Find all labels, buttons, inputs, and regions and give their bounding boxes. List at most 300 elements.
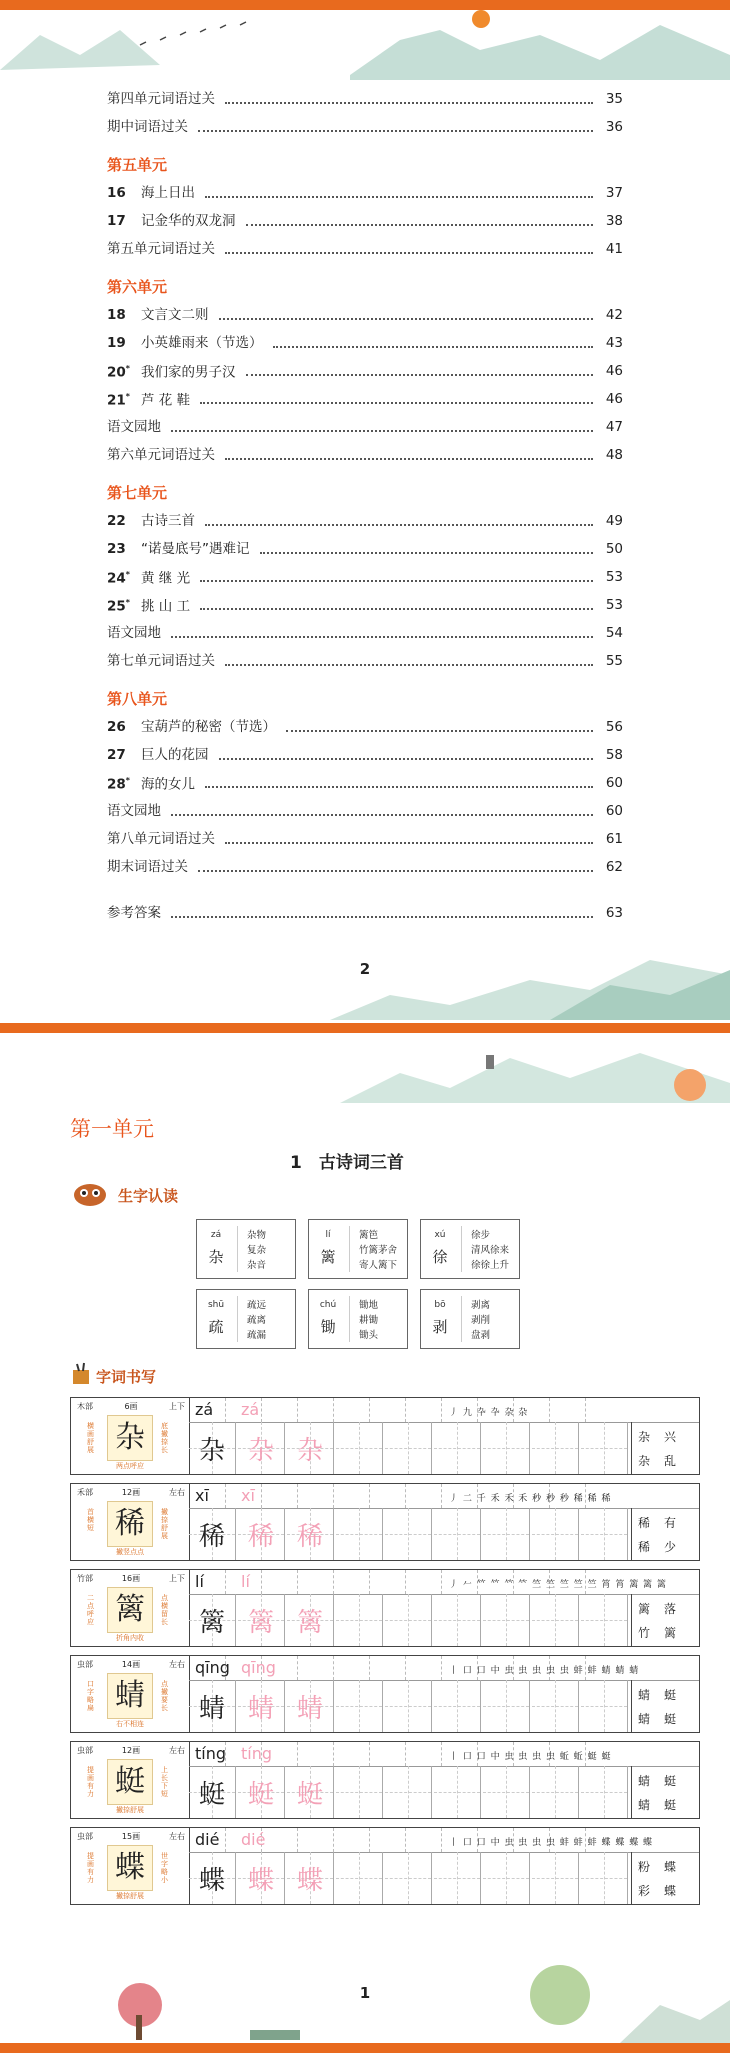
toc-optional-mark: * — [125, 392, 130, 402]
toc-page-number: 58 — [605, 747, 623, 763]
toc-leader-dots — [225, 252, 593, 254]
example-word: 清风徐来 — [471, 1245, 510, 1256]
toc-page-number: 42 — [605, 307, 623, 323]
example-word: 锄地 — [359, 1300, 379, 1311]
grid-trace-character: 蜻 — [247, 1694, 274, 1724]
toc-title: 期末词语过关 — [107, 859, 188, 875]
writing-tip-left: 提画有力 — [87, 1852, 94, 1884]
toc-lesson-number: 21* — [107, 392, 130, 409]
toc-entry[interactable] — [107, 116, 623, 138]
writing-cell[interactable] — [238, 1594, 285, 1646]
grid-trace-character: 蜻 — [296, 1694, 323, 1724]
bottom-orange-bar — [0, 2043, 730, 2053]
word-practice — [631, 1852, 700, 1904]
writing-cell[interactable] — [434, 1508, 481, 1560]
grid-character: 蝶 — [198, 1866, 225, 1896]
structure: 左右 — [169, 1832, 185, 1841]
toc-page-number: 35 — [605, 91, 623, 107]
toc-page-number: 43 — [605, 335, 623, 351]
writing-tip-bottom: 撇捺舒展 — [116, 1892, 144, 1900]
toc-leader-dots — [225, 102, 593, 104]
toc-page-number: 36 — [605, 119, 623, 135]
word-char: 篱 — [664, 1626, 677, 1640]
pinyin: zá — [210, 1230, 222, 1240]
toc-lesson-number: 22 — [107, 513, 126, 529]
example-word: 竹篱茅舍 — [359, 1245, 398, 1256]
card-divider — [237, 1226, 238, 1272]
example-words — [359, 1228, 397, 1273]
writing-cell[interactable] — [287, 1422, 334, 1474]
toc-page-number: 53 — [605, 569, 623, 585]
word-char: 落 — [664, 1602, 677, 1616]
pinyin-trace: lí — [241, 1572, 250, 1591]
toc-entry[interactable] — [107, 332, 623, 354]
writing-cell[interactable] — [336, 1680, 383, 1732]
toc-title: 芦 花 鞋 — [141, 392, 191, 409]
writing-tip-bottom: 右不相连 — [116, 1720, 144, 1728]
writing-tip-right: 世字略小 — [161, 1852, 168, 1884]
toc-leader-dots — [219, 758, 594, 760]
toc-page-number: 41 — [605, 241, 623, 257]
toc-lesson-number: 16 — [107, 185, 126, 201]
example-word: 复杂 — [247, 1245, 267, 1256]
structure: 左右 — [169, 1746, 185, 1755]
word-char: 蝶 — [664, 1860, 677, 1874]
page-number: 2 — [359, 960, 371, 978]
example-words — [471, 1298, 490, 1343]
writing-cell[interactable] — [532, 1508, 579, 1560]
toc-lesson-number: 26 — [107, 719, 126, 735]
writing-cell[interactable] — [189, 1508, 236, 1560]
radical: 虫部 — [77, 1660, 93, 1669]
toc-page-number: 60 — [605, 775, 623, 791]
toc-title: 语文园地 — [107, 625, 161, 641]
stroke-order: 丨 口 口 中 虫 虫 虫 虫 蚌 蚌 蚌 蝶 蝶 蝶 蝶 — [449, 1838, 654, 1848]
unit-heading: 第五单元 — [107, 156, 168, 174]
lesson-title: 1 古诗词三首 — [290, 1153, 404, 1173]
word-char: 杂 — [638, 1454, 651, 1468]
grid-trace-character: 蝶 — [247, 1866, 274, 1896]
writing-row — [70, 1741, 700, 1819]
word-char: 竹 — [638, 1626, 651, 1640]
toc-page-number: 50 — [605, 541, 623, 557]
writing-cell[interactable] — [238, 1852, 285, 1904]
toc-entry[interactable] — [107, 566, 623, 588]
toc-title: 挑 山 工 — [141, 598, 191, 615]
toc-page-number: 49 — [605, 513, 623, 529]
word-char: 稀 — [638, 1540, 651, 1554]
stroke-order: 丿 二 千 禾 禾 禾 秒 秒 秒 稀 稀 稀 — [449, 1494, 612, 1504]
stroke-order: 丨 口 口 中 虫 虫 虫 虫 虫 蚌 蚌 蜻 蜻 蜻 — [449, 1666, 640, 1676]
section-heading-writing: 字词书写 — [96, 1368, 157, 1386]
writing-cell[interactable] — [238, 1680, 285, 1732]
example-word: 剥削 — [471, 1315, 491, 1326]
toc-lesson-number: 18 — [107, 307, 126, 323]
toc-entry[interactable] — [107, 772, 623, 794]
stroke-order: 丿 九 卆 卆 杂 杂 — [449, 1408, 529, 1418]
example-word: 锄头 — [359, 1330, 379, 1341]
character-card — [196, 1289, 296, 1349]
toc-entry[interactable] — [107, 238, 623, 260]
writing-cell[interactable] — [238, 1422, 285, 1474]
writing-cell[interactable] — [581, 1680, 628, 1732]
card-divider — [461, 1296, 462, 1342]
toc-leader-dots — [198, 870, 593, 872]
toc-entry[interactable] — [107, 210, 623, 232]
unit-heading: 第八单元 — [107, 690, 168, 708]
writing-cell[interactable] — [238, 1508, 285, 1560]
toc-leader-dots — [273, 346, 594, 348]
writing-cell[interactable] — [483, 1594, 530, 1646]
radical: 虫部 — [77, 1832, 93, 1841]
writing-tip-left: 提画有力 — [87, 1766, 94, 1798]
writing-tip-bottom: 撇捺舒展 — [116, 1806, 144, 1814]
example-word: 杂物 — [247, 1230, 267, 1241]
page-number: 1 — [359, 1984, 371, 2002]
stroke-count: 12画 — [121, 1746, 141, 1755]
writing-tip-right: 上长下短 — [161, 1766, 168, 1798]
example-word: 徐步 — [471, 1230, 491, 1241]
toc-title: 语文园地 — [107, 419, 161, 435]
writing-cell[interactable] — [581, 1852, 628, 1904]
writing-cell[interactable] — [434, 1766, 481, 1818]
hanzi: 篱 — [320, 1248, 336, 1266]
toc-lesson-number: 19 — [107, 335, 126, 351]
stroke-count: 16画 — [121, 1574, 141, 1583]
toc-entry[interactable] — [107, 856, 623, 878]
writing-cell[interactable] — [385, 1508, 432, 1560]
writing-cell[interactable] — [189, 1766, 236, 1818]
radical: 木部 — [77, 1402, 93, 1411]
toc-leader-dots — [260, 552, 594, 554]
toc-entry[interactable] — [107, 744, 623, 766]
word-practice — [631, 1422, 700, 1474]
writing-tip-left: 口字略扁 — [87, 1680, 94, 1712]
footer-illustration — [0, 1965, 730, 2043]
toc-page-number: 55 — [605, 653, 623, 669]
character-meta — [77, 1487, 185, 1498]
pinyin-row — [189, 1484, 699, 1509]
toc-page-number: 56 — [605, 719, 623, 735]
writing-cell[interactable] — [336, 1766, 383, 1818]
grid-character: 稀 — [198, 1522, 225, 1552]
character-meta — [77, 1659, 185, 1670]
writing-tip-left: 二点呼应 — [87, 1594, 94, 1626]
card-divider — [461, 1226, 462, 1272]
toc-page-number: 62 — [605, 859, 623, 875]
writing-cell[interactable] — [483, 1422, 530, 1474]
writing-cell[interactable] — [336, 1508, 383, 1560]
pagoda-mountain-illustration — [340, 1033, 730, 1103]
example-word: 篱笆 — [359, 1230, 379, 1241]
toc-optional-mark: * — [125, 598, 130, 608]
toc-lesson-number: 24* — [107, 570, 130, 587]
toc-entry[interactable] — [107, 360, 623, 382]
character-info — [71, 1398, 190, 1474]
toc-title: 记金华的双龙洞 — [141, 213, 236, 229]
toc-leader-dots — [219, 318, 594, 320]
writing-cell[interactable] — [287, 1680, 334, 1732]
radical: 虫部 — [77, 1746, 93, 1755]
writing-cell[interactable] — [189, 1852, 236, 1904]
stroke-count: 15画 — [121, 1832, 141, 1841]
example-word: 疏离 — [247, 1315, 267, 1326]
pinyin-row — [189, 1398, 699, 1423]
word-char: 杂 — [638, 1430, 651, 1444]
grid-character: 蜓 — [198, 1780, 225, 1810]
stroke-count: 6画 — [124, 1402, 138, 1411]
pinyin: tíng — [195, 1744, 227, 1763]
toc-entry[interactable] — [107, 416, 623, 438]
toc-title: 参考答案 — [107, 905, 161, 921]
toc-title: 海的女儿 — [141, 776, 195, 793]
writing-cell[interactable] — [434, 1852, 481, 1904]
toc-entry[interactable] — [107, 88, 623, 110]
writing-cell[interactable] — [336, 1852, 383, 1904]
character-card — [308, 1219, 408, 1279]
toc-leader-dots — [205, 524, 593, 526]
toc-entry[interactable] — [107, 538, 623, 560]
writing-cell[interactable] — [189, 1680, 236, 1732]
word-char: 少 — [664, 1540, 677, 1554]
writing-cell[interactable] — [385, 1422, 432, 1474]
word-practice — [631, 1508, 700, 1560]
word-char: 蜻 — [638, 1774, 651, 1788]
toc-title: 宝葫芦的秘密（节选） — [141, 719, 276, 735]
stroke-count: 14画 — [121, 1660, 141, 1669]
word-char: 稀 — [638, 1516, 651, 1530]
writing-tip-right: 撇捺舒展 — [161, 1508, 168, 1540]
word-char: 篱 — [638, 1602, 651, 1616]
toc-leader-dots — [171, 636, 593, 638]
writing-cell[interactable] — [434, 1594, 481, 1646]
character-info — [71, 1828, 190, 1904]
writing-row — [70, 1397, 700, 1475]
writing-cell[interactable] — [483, 1680, 530, 1732]
character-card — [420, 1289, 520, 1349]
toc-entry[interactable] — [107, 594, 623, 616]
toc-leader-dots — [200, 580, 593, 582]
pinyin: lí — [325, 1230, 331, 1240]
grid-trace-character: 蜓 — [296, 1780, 323, 1810]
word-char: 蜻 — [638, 1712, 651, 1726]
writing-cell[interactable] — [581, 1422, 628, 1474]
writing-cell[interactable] — [434, 1422, 481, 1474]
word-char: 有 — [664, 1516, 677, 1530]
toc-leader-dots — [225, 458, 593, 460]
writing-tip-left: 首横短 — [87, 1508, 94, 1532]
character-info — [71, 1656, 190, 1732]
toc-lesson-number: 20* — [107, 364, 130, 381]
toc-title: 古诗三首 — [141, 513, 195, 529]
example-words — [247, 1228, 266, 1273]
writing-tip-right: 点撇要长 — [161, 1680, 168, 1712]
writing-cell[interactable] — [483, 1508, 530, 1560]
writing-cell[interactable] — [532, 1594, 579, 1646]
writing-tip-bottom: 撇竖点点 — [116, 1548, 144, 1556]
word-char: 兴 — [664, 1430, 677, 1444]
writing-cell[interactable] — [189, 1594, 236, 1646]
model-character: 杂 — [107, 1415, 153, 1461]
toc-page-number: 47 — [605, 419, 623, 435]
unit-title: 第一单元 — [70, 1117, 154, 1141]
toc-title: 语文园地 — [107, 803, 161, 819]
writing-cell[interactable] — [336, 1594, 383, 1646]
pinyin-trace: tíng — [241, 1744, 273, 1763]
writing-cell[interactable] — [385, 1594, 432, 1646]
toc-title: 黄 继 光 — [141, 570, 191, 587]
toc-page-number: 61 — [605, 831, 623, 847]
toc-optional-mark: * — [125, 364, 130, 374]
radical: 竹部 — [77, 1574, 93, 1583]
toc-entry[interactable] — [107, 388, 623, 410]
writing-cell[interactable] — [434, 1680, 481, 1732]
toc-title: 海上日出 — [141, 185, 195, 201]
pinyin-trace: xī — [241, 1486, 255, 1505]
writing-cell[interactable] — [532, 1422, 579, 1474]
writing-cell[interactable] — [581, 1594, 628, 1646]
toc-entry[interactable] — [107, 182, 623, 204]
word-char: 蜓 — [664, 1774, 677, 1788]
hanzi: 杂 — [208, 1248, 224, 1266]
writing-row — [70, 1827, 700, 1905]
writing-cell[interactable] — [287, 1594, 334, 1646]
writing-cell[interactable] — [532, 1852, 579, 1904]
example-word: 耕锄 — [359, 1315, 379, 1326]
card-divider — [237, 1296, 238, 1342]
writing-tip-bottom: 折角内收 — [116, 1634, 144, 1642]
word-practice — [631, 1680, 700, 1732]
writing-cell[interactable] — [189, 1422, 236, 1474]
writing-cell[interactable] — [385, 1680, 432, 1732]
toc-title: 第八单元词语过关 — [107, 831, 215, 847]
model-character: 蝶 — [107, 1845, 153, 1891]
stroke-order: 丨 口 口 中 虫 虫 虫 虫 蚯 蚯 蜓 蜓 — [449, 1752, 612, 1762]
toc-leader-dots — [225, 842, 593, 844]
character-meta — [77, 1401, 185, 1412]
writing-cell[interactable] — [483, 1852, 530, 1904]
writing-cell[interactable] — [336, 1422, 383, 1474]
toc-title: 我们家的男子汉 — [141, 364, 236, 381]
writing-cell[interactable] — [581, 1508, 628, 1560]
model-character: 蜓 — [107, 1759, 153, 1805]
writing-row — [70, 1569, 700, 1647]
toc-entry[interactable] — [107, 444, 623, 466]
writing-cell[interactable] — [385, 1766, 432, 1818]
toc-page-number: 63 — [605, 905, 623, 921]
word-char: 蜓 — [664, 1798, 677, 1812]
structure: 上下 — [169, 1402, 185, 1411]
toc-page-number: 46 — [605, 391, 623, 407]
toc-leader-dots — [246, 224, 594, 226]
toc-leader-dots — [205, 196, 593, 198]
word-char: 蝶 — [664, 1884, 677, 1898]
radical: 禾部 — [77, 1488, 93, 1497]
toc-entry[interactable] — [107, 716, 623, 738]
pen-holder-icon — [70, 1362, 92, 1386]
word-char: 彩 — [638, 1884, 651, 1898]
writing-row — [70, 1655, 700, 1733]
writing-cell[interactable] — [483, 1766, 530, 1818]
toc-entry[interactable] — [107, 800, 623, 822]
writing-cell[interactable] — [532, 1766, 579, 1818]
word-char: 蜻 — [638, 1798, 651, 1812]
character-info — [71, 1484, 190, 1560]
pinyin: qīng — [195, 1658, 230, 1677]
example-word: 徐徐上升 — [471, 1260, 510, 1271]
grid-trace-character: 稀 — [296, 1522, 323, 1552]
writing-cell[interactable] — [385, 1852, 432, 1904]
grid-character: 蜻 — [198, 1694, 225, 1724]
writing-cell[interactable] — [287, 1508, 334, 1560]
grid-character: 杂 — [198, 1436, 225, 1466]
model-character: 蜻 — [107, 1673, 153, 1719]
pinyin: xī — [195, 1486, 209, 1505]
toc-title: 文言文二则 — [141, 307, 209, 323]
toc-title: 巨人的花园 — [141, 747, 209, 763]
toc-page-number: 38 — [605, 213, 623, 229]
toc-leader-dots — [171, 430, 593, 432]
toc-entry[interactable] — [107, 510, 623, 532]
toc-entry[interactable] — [107, 622, 623, 644]
toc-title: 期中词语过关 — [107, 119, 188, 135]
character-info — [71, 1570, 190, 1646]
writing-cell[interactable] — [238, 1766, 285, 1818]
example-word: 盘剥 — [471, 1330, 491, 1341]
example-word: 剥离 — [471, 1300, 491, 1311]
word-practice — [631, 1594, 700, 1646]
top-orange-bar — [0, 0, 730, 10]
stroke-order: 丿 𠂉 𥫗 𥫗 𥫗 𥫗 竺 竺 竺 竺 竺 筲 筲 篱 篱 篱 — [449, 1580, 667, 1590]
unit-heading: 第七单元 — [107, 484, 168, 502]
writing-cell[interactable] — [581, 1766, 628, 1818]
grid-character: 篱 — [198, 1608, 225, 1638]
writing-cell[interactable] — [532, 1680, 579, 1732]
writing-cell[interactable] — [287, 1766, 334, 1818]
page-divider-bar — [0, 1023, 730, 1033]
toc-title: 第五单元词语过关 — [107, 241, 215, 257]
toc-lesson-number: 17 — [107, 213, 126, 229]
toc-lesson-number: 27 — [107, 747, 126, 763]
stroke-count: 12画 — [121, 1488, 141, 1497]
hanzi: 徐 — [432, 1248, 448, 1266]
word-char: 粉 — [638, 1860, 651, 1874]
toc-title: 第七单元词语过关 — [107, 653, 215, 669]
toc-entry[interactable] — [107, 650, 623, 672]
example-word: 疏远 — [247, 1300, 267, 1311]
example-word: 杂音 — [247, 1260, 267, 1271]
pinyin: xú — [434, 1230, 446, 1240]
model-character: 篱 — [107, 1587, 153, 1633]
toc-entry[interactable] — [107, 828, 623, 850]
section-heading-recognition: 生字认读 — [118, 1187, 179, 1205]
writing-cell[interactable] — [287, 1852, 334, 1904]
toc-page-number: 60 — [605, 803, 623, 819]
grid-trace-character: 稀 — [247, 1522, 274, 1552]
toc-leader-dots — [200, 402, 593, 404]
model-character: 稀 — [107, 1501, 153, 1547]
toc-leader-dots — [171, 814, 593, 816]
toc-title: 第六单元词语过关 — [107, 447, 215, 463]
toc-entry[interactable] — [107, 304, 623, 326]
writing-row — [70, 1483, 700, 1561]
grid-trace-character: 篱 — [296, 1608, 323, 1638]
toc-entry[interactable] — [107, 902, 623, 924]
example-word: 寄人篱下 — [359, 1260, 398, 1271]
toc-leader-dots — [286, 730, 593, 732]
character-card — [308, 1289, 408, 1349]
hanzi: 锄 — [320, 1318, 336, 1336]
